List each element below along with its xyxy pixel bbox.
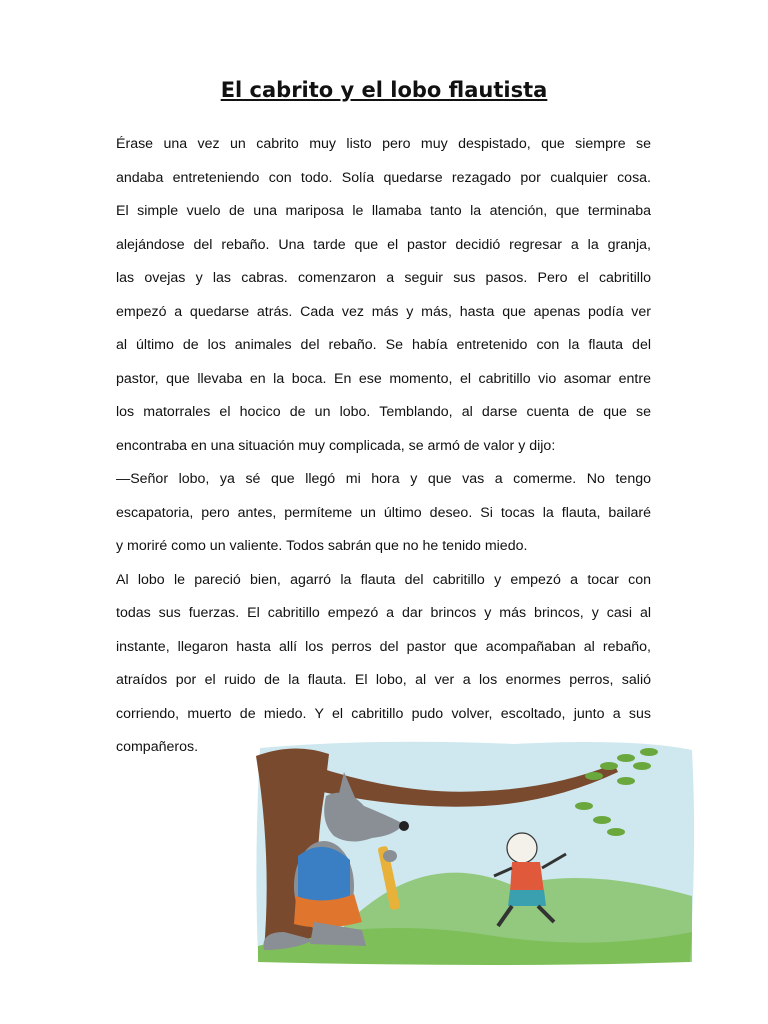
story-line: empezó a quedarse atrás. Cada vez más y más, hasta que apenas podía ver: [116, 303, 651, 320]
story-line: Érase una vez un cabrito muy listo pero muy despistado, que siempre se: [116, 136, 651, 152]
story-line: instante, llegaron hasta allí los perros del pastor que acompañaban al rebaño,: [116, 638, 651, 655]
story-line: El simple vuelo de una mariposa le llamaba tanto la atención, que terminaba: [116, 203, 651, 219]
story-line: corriendo, muerto de miedo. Y el cabritillo pudo volver, escoltado, junto a sus: [116, 705, 651, 722]
goat-shirt: [510, 862, 544, 892]
wolf-hand: [383, 850, 397, 862]
story-line: todas sus fuerzas. El cabritillo empezó a dar brincos y más brincos, y casi al: [116, 605, 651, 621]
goat-head: [507, 833, 537, 863]
page-title: El cabrito y el lobo flautista: [220, 78, 548, 102]
story-line: atraídos por el ruido de la flauta. El lobo, al ver a los enormes perros, salió: [116, 672, 651, 688]
wolf-shirt: [298, 847, 350, 906]
story-line: pastor, que llevaba en la boca. En ese momento, el cabritillo vio asomar entre: [116, 370, 651, 387]
story-line: alejándose del rebaño. Una tarde que el pastor decidió regresar a la granja,: [116, 236, 651, 253]
story-line: encontraba en una situación muy complicada, se armó de valor y dijo:: [116, 437, 556, 454]
story-line: —Señor lobo, ya sé que llegó mi hora y que vas a comerme. No tengo: [116, 471, 651, 487]
wolf-nose: [399, 821, 409, 831]
story-line: escapatoria, pero antes, permíteme un último deseo. Si tocas la flauta, bailaré: [116, 504, 651, 521]
story-line: andaba entreteniendo con todo. Solía quedarse rezagado por cualquier cosa.: [116, 169, 651, 186]
story-line: los matorrales el hocico de un lobo. Temblando, al darse cuenta de que se: [116, 404, 651, 420]
story-text: [116, 128, 651, 765]
story-line: al último de los animales del rebaño. Se había entretenido con la flauta del: [116, 337, 651, 353]
story-line: las ovejas y las cabras. comenzaron a seguir sus pasos. Pero el cabritillo: [116, 270, 651, 286]
goat-shorts: [508, 890, 546, 906]
story-line: Al lobo le pareció bien, agarró la flauta del cabritillo y empezó a tocar con: [116, 571, 651, 588]
illustration-svg: [254, 736, 697, 968]
story-line: y moriré como un valiente. Todos sabrán que no he tenido miedo.: [116, 538, 528, 554]
story-line: compañeros.: [116, 739, 199, 755]
story-illustration: [254, 736, 697, 968]
